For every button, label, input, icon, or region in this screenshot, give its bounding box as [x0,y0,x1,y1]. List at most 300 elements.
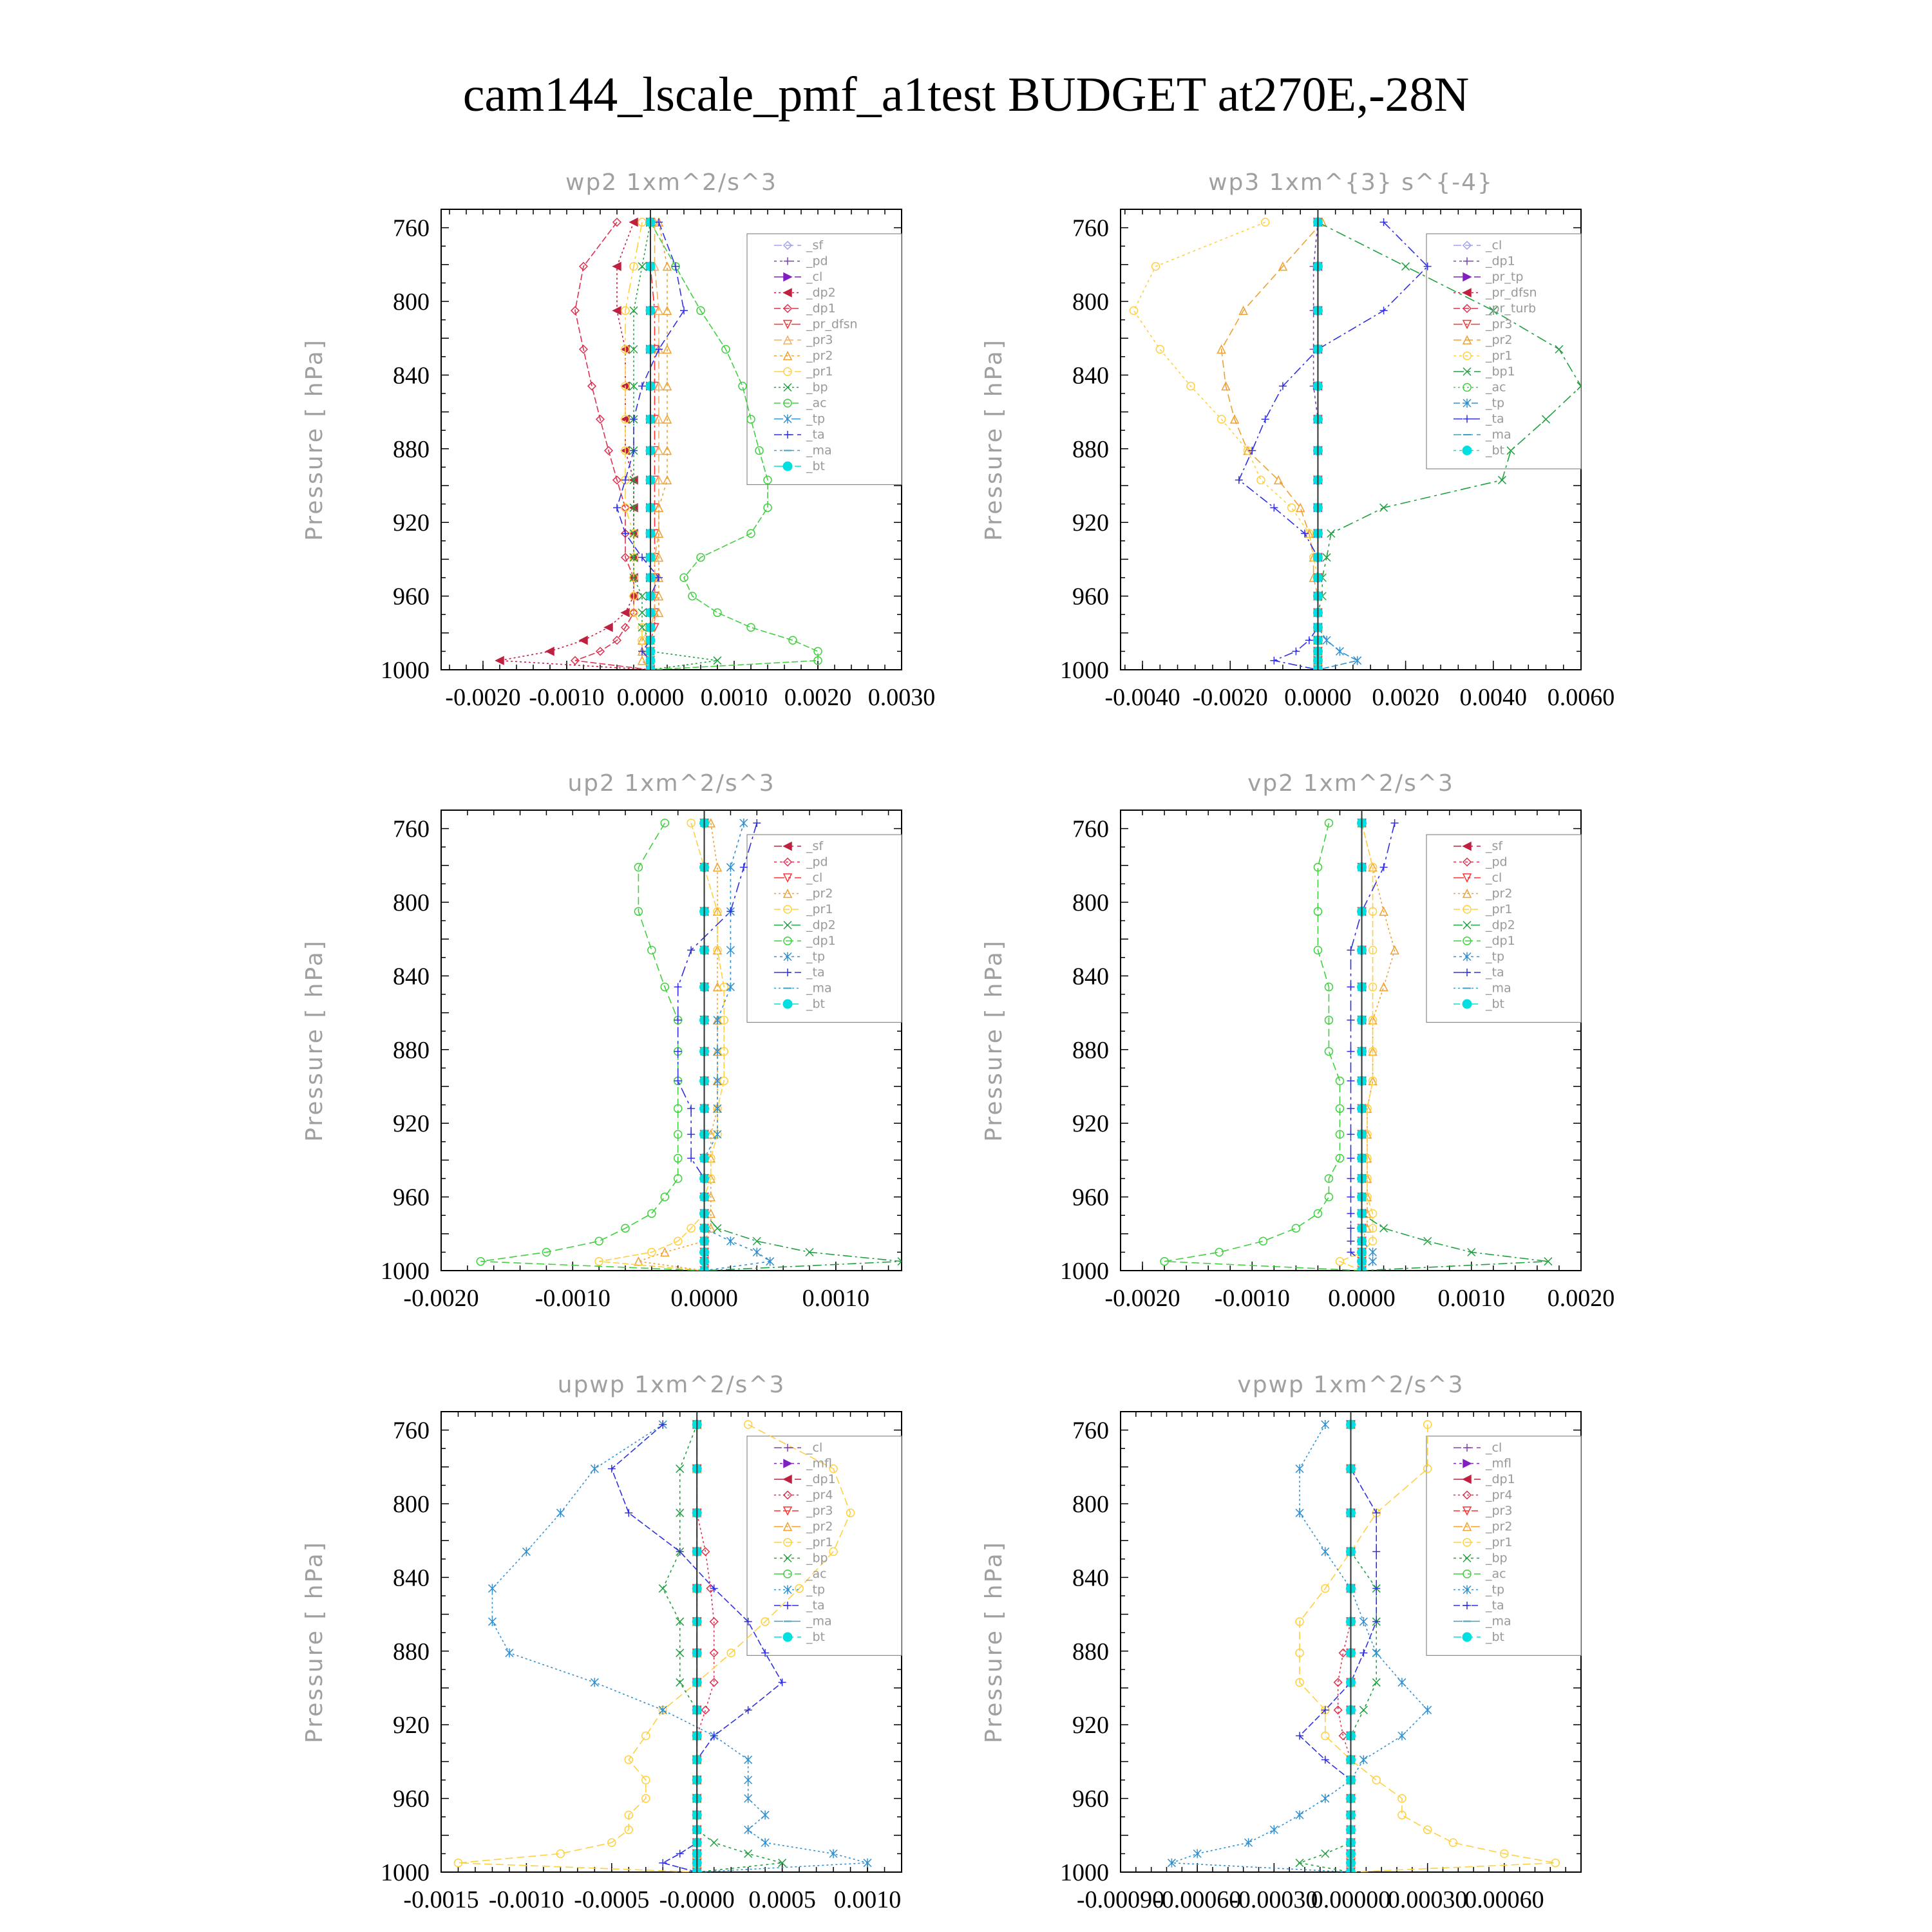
data-point [1347,1048,1355,1056]
data-point [740,819,748,828]
data-point [613,307,621,314]
legend-entry: _bt [806,459,826,473]
data-point [1296,1859,1303,1867]
data-point [642,1732,650,1739]
x-tick-label: -0.00030 [1230,1886,1318,1913]
data-point [1340,1649,1347,1657]
panel-title: wp3 1xm^{3} s^{-4} [1208,169,1493,196]
data-point [1130,307,1137,314]
data-point [753,819,761,827]
legend-entry: _bp [806,380,828,395]
series-line-pr2 [1222,222,1323,670]
data-point [829,1849,837,1858]
legend-entry: _dp2 [1486,918,1515,933]
data-point [1235,476,1243,484]
data-point [1347,1077,1355,1084]
page-title: cam144_lscale_pmf_a1test BUDGET at270E,-28N [462,68,1470,122]
data-point [1372,1548,1380,1555]
data-point [1347,1175,1355,1182]
series-line-tp [1318,222,1357,670]
data-point [687,1104,695,1112]
legend-entry: _dp1 [806,1472,836,1486]
panel-title: wp2 1xm^2/s^3 [565,169,777,196]
data-point [1292,1224,1300,1232]
legend-entry: _pr2 [1486,333,1513,347]
data-point [1259,1237,1267,1245]
y-axis-label: Pressure [ hPa] [981,338,1007,541]
y-axis-label: Pressure [ hPa] [301,1540,328,1743]
y-tick-label: 920 [1072,1110,1109,1138]
series-line-pr2 [642,222,667,670]
data-point [638,383,646,390]
legend-entry: _cl [806,1441,823,1455]
x-tick-label: -0.0040 [1104,684,1180,711]
legend-entry: _pr4 [1486,1488,1513,1502]
legend-entry: _sf [806,238,824,252]
legend-entry: _dp1 [806,301,836,316]
x-tick-label: 0.0020 [1547,1285,1615,1312]
data-point [726,863,734,872]
data-point [726,1236,734,1245]
data-point [1248,447,1256,455]
data-point [556,1508,564,1517]
legend-entry: _bt [806,997,826,1011]
legend-marker [1463,999,1472,1009]
x-tick-label: -0.0015 [403,1886,479,1913]
series-line-dp1 [480,823,704,1271]
data-point [496,657,504,665]
legend-entry: _tp [806,949,826,964]
data-point [714,1224,721,1232]
data-point [766,1257,774,1266]
legend-entry: _cl [806,270,823,284]
data-point [714,1130,721,1139]
y-tick-label: 800 [393,289,430,316]
data-point [744,1850,752,1857]
data-point [1359,1649,1367,1657]
y-axis-label: Pressure [ hPa] [981,939,1007,1142]
legend-entry: _pr1 [1486,348,1513,363]
y-tick-label: 1000 [1060,657,1109,684]
data-point [1380,1224,1388,1232]
chart-panel-3 [301,770,905,1312]
y-tick-label: 760 [1072,815,1109,843]
y-tick-label: 840 [393,362,430,390]
legend-entry: _pr1 [1486,1535,1513,1549]
x-tick-label: -0.0010 [535,1285,611,1312]
data-point [1347,1193,1355,1201]
legend-entry: _ta [806,965,825,980]
data-point [714,1104,721,1113]
y-axis-label: Pressure [ hPa] [301,939,328,1142]
legend-entry: _pr1 [806,902,833,916]
data-point [687,1130,695,1138]
data-point [864,1859,871,1868]
y-tick-label: 760 [393,1417,430,1444]
legend-entry: _dp1 [1486,254,1515,269]
legend-entry: _ta [1486,412,1504,426]
data-point [1347,1104,1355,1112]
x-tick-label: 0.0000 [670,1285,738,1312]
panel-title: vp2 1xm^2/s^3 [1247,770,1454,797]
x-tick-label: 0.0020 [1372,684,1439,711]
data-point [1347,1130,1355,1138]
data-point [1380,864,1388,871]
series-line-pr4 [697,1425,714,1872]
data-point [701,1706,709,1714]
data-point [1398,1678,1406,1687]
y-tick-label: 960 [393,583,430,611]
chart-panel-2 [981,169,1615,711]
legend-entry: _ta [1486,1598,1504,1613]
x-tick-label: 0.0010 [802,1285,870,1312]
series-line-dp2 [500,222,650,670]
data-point [1321,1850,1329,1857]
x-tick-label: 0.0030 [867,684,936,711]
x-tick-label: 0.0010 [833,1886,902,1913]
legend-entry: _pr2 [1486,1519,1513,1534]
data-point [1347,1237,1355,1245]
data-point [659,1705,667,1714]
data-point [661,1248,668,1256]
y-tick-label: 840 [1072,1564,1109,1592]
data-point [522,1547,530,1556]
data-point [753,1237,761,1245]
data-point [648,1209,656,1217]
y-tick-label: 880 [393,1638,430,1665]
y-tick-label: 1000 [1060,1258,1109,1285]
y-tick-label: 760 [393,815,430,843]
data-point [546,647,554,655]
data-point [674,983,682,991]
data-point [1424,1705,1432,1714]
data-point [1257,476,1265,484]
data-point [588,383,596,390]
x-tick-label: 0.00030 [1387,1886,1468,1913]
data-point [779,1678,786,1686]
legend-entry: _ma [1486,428,1511,442]
data-point [591,1464,598,1473]
data-point [488,1617,496,1626]
data-point [1296,1508,1303,1517]
data-point [1347,946,1355,954]
data-point [1262,415,1269,423]
legend-entry: _ta [806,428,825,442]
legend-entry: _ta [806,1598,825,1613]
y-tick-label: 880 [1072,1638,1109,1665]
series-line-pr4 [1338,1425,1351,1872]
data-point [740,864,748,871]
legend-entry: _pr_dfsn [1486,285,1537,300]
y-tick-label: 1000 [381,1258,430,1285]
data-point [1321,1794,1329,1803]
x-tick-label: -0.0005 [574,1886,650,1913]
data-point [744,1756,752,1765]
legend-entry: _pd [806,254,828,269]
series-line-pr2 [1362,823,1395,1271]
data-point [739,383,746,390]
panel-title: upwp 1xm^2/s^3 [557,1372,786,1398]
x-tick-label: 0.0040 [1459,684,1528,711]
x-tick-label: -0.00090 [1076,1886,1165,1913]
legend-entry: _ac [806,1567,827,1581]
data-point [676,1649,684,1657]
y-tick-label: 1000 [381,657,430,684]
chart-panel-1 [301,169,935,711]
legend-entry: _sf [1486,839,1503,853]
legend-entry: _ta [1486,965,1504,980]
panel-title: up2 1xm^2/s^3 [567,770,775,797]
legend-marker [783,1633,792,1642]
x-tick-label: 0.00060 [1464,1886,1544,1913]
data-point [595,1237,603,1245]
y-tick-label: 920 [1072,1712,1109,1739]
data-point [613,504,621,511]
y-tick-label: 760 [1072,1417,1109,1444]
data-point [1359,1706,1367,1714]
data-point [625,1509,632,1517]
data-point [761,1838,769,1847]
data-point [621,529,629,537]
legend-entry: _cl [806,871,823,885]
data-point [747,623,755,631]
legend-entry: _ma [1486,1614,1511,1629]
legend-entry: _cl [1486,1441,1502,1455]
legend-entry: _pr2 [806,886,833,901]
chart-panel-6 [981,1372,1581,1913]
data-point [714,609,721,616]
legend-entry: _bt [1486,997,1505,1011]
data-point [676,1850,684,1857]
series-line-dp1 [575,222,650,670]
x-tick-label: 0.0005 [748,1886,816,1913]
chart-panel-5 [301,1372,902,1913]
legend-marker [1463,1633,1472,1642]
x-tick-label: 0.00000 [1311,1886,1391,1913]
data-point [753,1247,761,1256]
x-tick-label: -0.0020 [1192,684,1268,711]
legend-entry: _tp [1486,1582,1505,1597]
data-point [680,307,688,314]
y-axis-label: Pressure [ hPa] [981,1540,1007,1743]
data-point [1398,1731,1406,1740]
data-point [710,1678,718,1686]
data-point [789,636,797,644]
legend-entry: _ac [1486,380,1506,395]
y-tick-label: 800 [1072,1491,1109,1518]
data-point [580,636,587,644]
chart-panels [301,169,1615,1913]
data-point [1347,1209,1355,1217]
legend-entry: _pr1 [1486,902,1513,916]
data-point [1325,1193,1332,1201]
data-point [661,1193,668,1201]
y-tick-label: 840 [1072,963,1109,990]
x-tick-label: 0.0010 [700,684,768,711]
legend-entry: _bt [1486,1630,1505,1644]
data-point [1156,345,1164,353]
data-point [1347,1224,1355,1232]
legend-entry: _dp2 [806,285,836,300]
data-point [659,1585,667,1593]
data-point [1402,263,1410,270]
x-tick-label: -0.0020 [445,684,521,711]
data-point [1325,1048,1332,1056]
data-point [506,1649,513,1658]
legend-entry: _dp1 [1486,934,1515,948]
data-point [1323,636,1331,645]
data-point [648,946,656,954]
y-tick-label: 800 [393,1491,430,1518]
data-point [1296,1464,1303,1473]
data-point [744,1794,752,1803]
data-point [638,609,646,616]
chart-panel-4 [981,770,1615,1312]
legend-entry: _pr1 [806,1535,833,1549]
data-point [1270,1825,1278,1834]
series-line-ta [1239,222,1428,670]
data-point [687,1155,695,1162]
legend-entry: _sf [806,839,824,853]
data-point [655,218,663,226]
legend-entry: _ac [1486,1567,1506,1581]
legend-entry: _pr_dfsn [806,317,858,332]
panel-title: vpwp 1xm^2/s^3 [1237,1372,1464,1398]
y-tick-label: 840 [1072,362,1109,390]
data-point [1391,819,1399,827]
data-point [761,1810,769,1819]
data-point [1369,1247,1377,1256]
legend-entry: _bp1 [1486,365,1515,379]
data-point [1354,656,1361,665]
data-point [1380,983,1388,991]
legend-entry: _pr2 [806,348,833,363]
y-tick-label: 840 [393,963,430,990]
legend-entry: _ma [806,443,832,458]
data-point [1347,1016,1355,1024]
y-tick-label: 760 [393,214,430,242]
legend-entry: _tp [806,1582,826,1597]
x-tick-label: 0.0060 [1547,684,1615,711]
data-point [1321,1420,1329,1429]
legend-entry: _cl [1486,871,1502,885]
data-point [1288,504,1296,511]
data-point [1296,1810,1303,1819]
y-tick-label: 960 [1072,1785,1109,1813]
x-tick-label: 0.0000 [1284,684,1352,711]
legend-entry: _bt [1486,443,1505,458]
x-tick-label: -0.00060 [1153,1886,1242,1913]
series-line-pr1 [1133,222,1318,670]
data-point [1193,1849,1201,1858]
data-point [1245,1838,1253,1847]
data-point [1347,1155,1355,1162]
data-point [676,1465,684,1473]
x-tick-label: 0.0000 [616,684,685,711]
y-tick-label: 920 [1072,509,1109,537]
data-point [1359,1617,1367,1626]
data-point [726,945,734,954]
data-point [1380,504,1388,511]
data-point [1321,1547,1329,1556]
y-axis-label: Pressure [ hPa] [301,338,328,541]
x-tick-label: 0.0020 [784,684,852,711]
legend-entry: _pr_turb [1486,301,1537,316]
legend-marker [783,999,792,1009]
legend-entry: _pr4 [806,1488,833,1502]
y-tick-label: 880 [393,435,430,463]
y-tick-label: 760 [1072,214,1109,242]
y-tick-label: 1000 [1060,1859,1109,1886]
legend-entry: _tp [1486,949,1505,964]
legend-entry: _ma [1486,981,1511,996]
legend-entry: _pr1 [806,365,833,379]
data-point [687,946,695,954]
y-tick-label: 1000 [381,1859,430,1886]
y-tick-label: 920 [393,509,430,537]
legend-marker [1463,446,1472,455]
data-point [1340,1732,1347,1739]
series-line-ta [1300,1425,1376,1872]
data-point [1449,1839,1457,1846]
legend-entry: _bp [806,1551,828,1566]
data-point [591,1678,598,1687]
legend-entry: _dp1 [806,934,836,948]
legend-entry: _tp [1486,396,1505,410]
legend-entry: _pd [1486,855,1508,869]
legend-entry: _pr2 [1486,886,1513,901]
series-line-bp [634,222,717,670]
legend-entry: _dp1 [1486,1472,1515,1486]
data-point [1369,1257,1377,1266]
legend-entry: _ac [806,396,827,410]
x-tick-label: 0.0010 [1437,1285,1506,1312]
legend-entry: _bt [806,1630,826,1644]
y-tick-label: 920 [393,1712,430,1739]
x-tick-label: -0.0020 [1104,1285,1180,1312]
data-point [488,1584,496,1593]
legend-marker [783,462,792,471]
x-tick-label: -0.0010 [529,684,605,711]
series-line-dp1 [1164,823,1361,1271]
legend-entry: _pr_tp [1486,270,1524,284]
data-point [710,1839,718,1846]
data-point [1498,476,1506,484]
y-tick-label: 800 [1072,889,1109,916]
legend-entry: _tp [806,412,826,426]
legend-entry: _dp2 [806,918,836,933]
data-point [1336,647,1343,656]
y-tick-label: 960 [1072,1184,1109,1211]
y-tick-label: 960 [393,1184,430,1211]
x-tick-label: -0.0010 [488,1886,564,1913]
legend-entry: _pr3 [806,1504,833,1518]
data-point [655,345,663,353]
legend-entry: _pr3 [1486,1504,1513,1518]
legend-entry: _mfl [1486,1456,1511,1471]
y-tick-label: 880 [1072,435,1109,463]
data-point [1424,1237,1432,1245]
data-point [1380,307,1388,314]
y-tick-label: 880 [393,1036,430,1064]
y-tick-label: 880 [1072,1036,1109,1064]
data-point [1336,1077,1343,1084]
x-tick-label: -0.0020 [403,1285,479,1312]
legend-entry: _bp [1486,1551,1508,1566]
x-tick-label: -0.0000 [659,1886,735,1913]
legend-entry: _pr3 [1486,317,1513,332]
legend-entry: _cl [1486,238,1502,252]
